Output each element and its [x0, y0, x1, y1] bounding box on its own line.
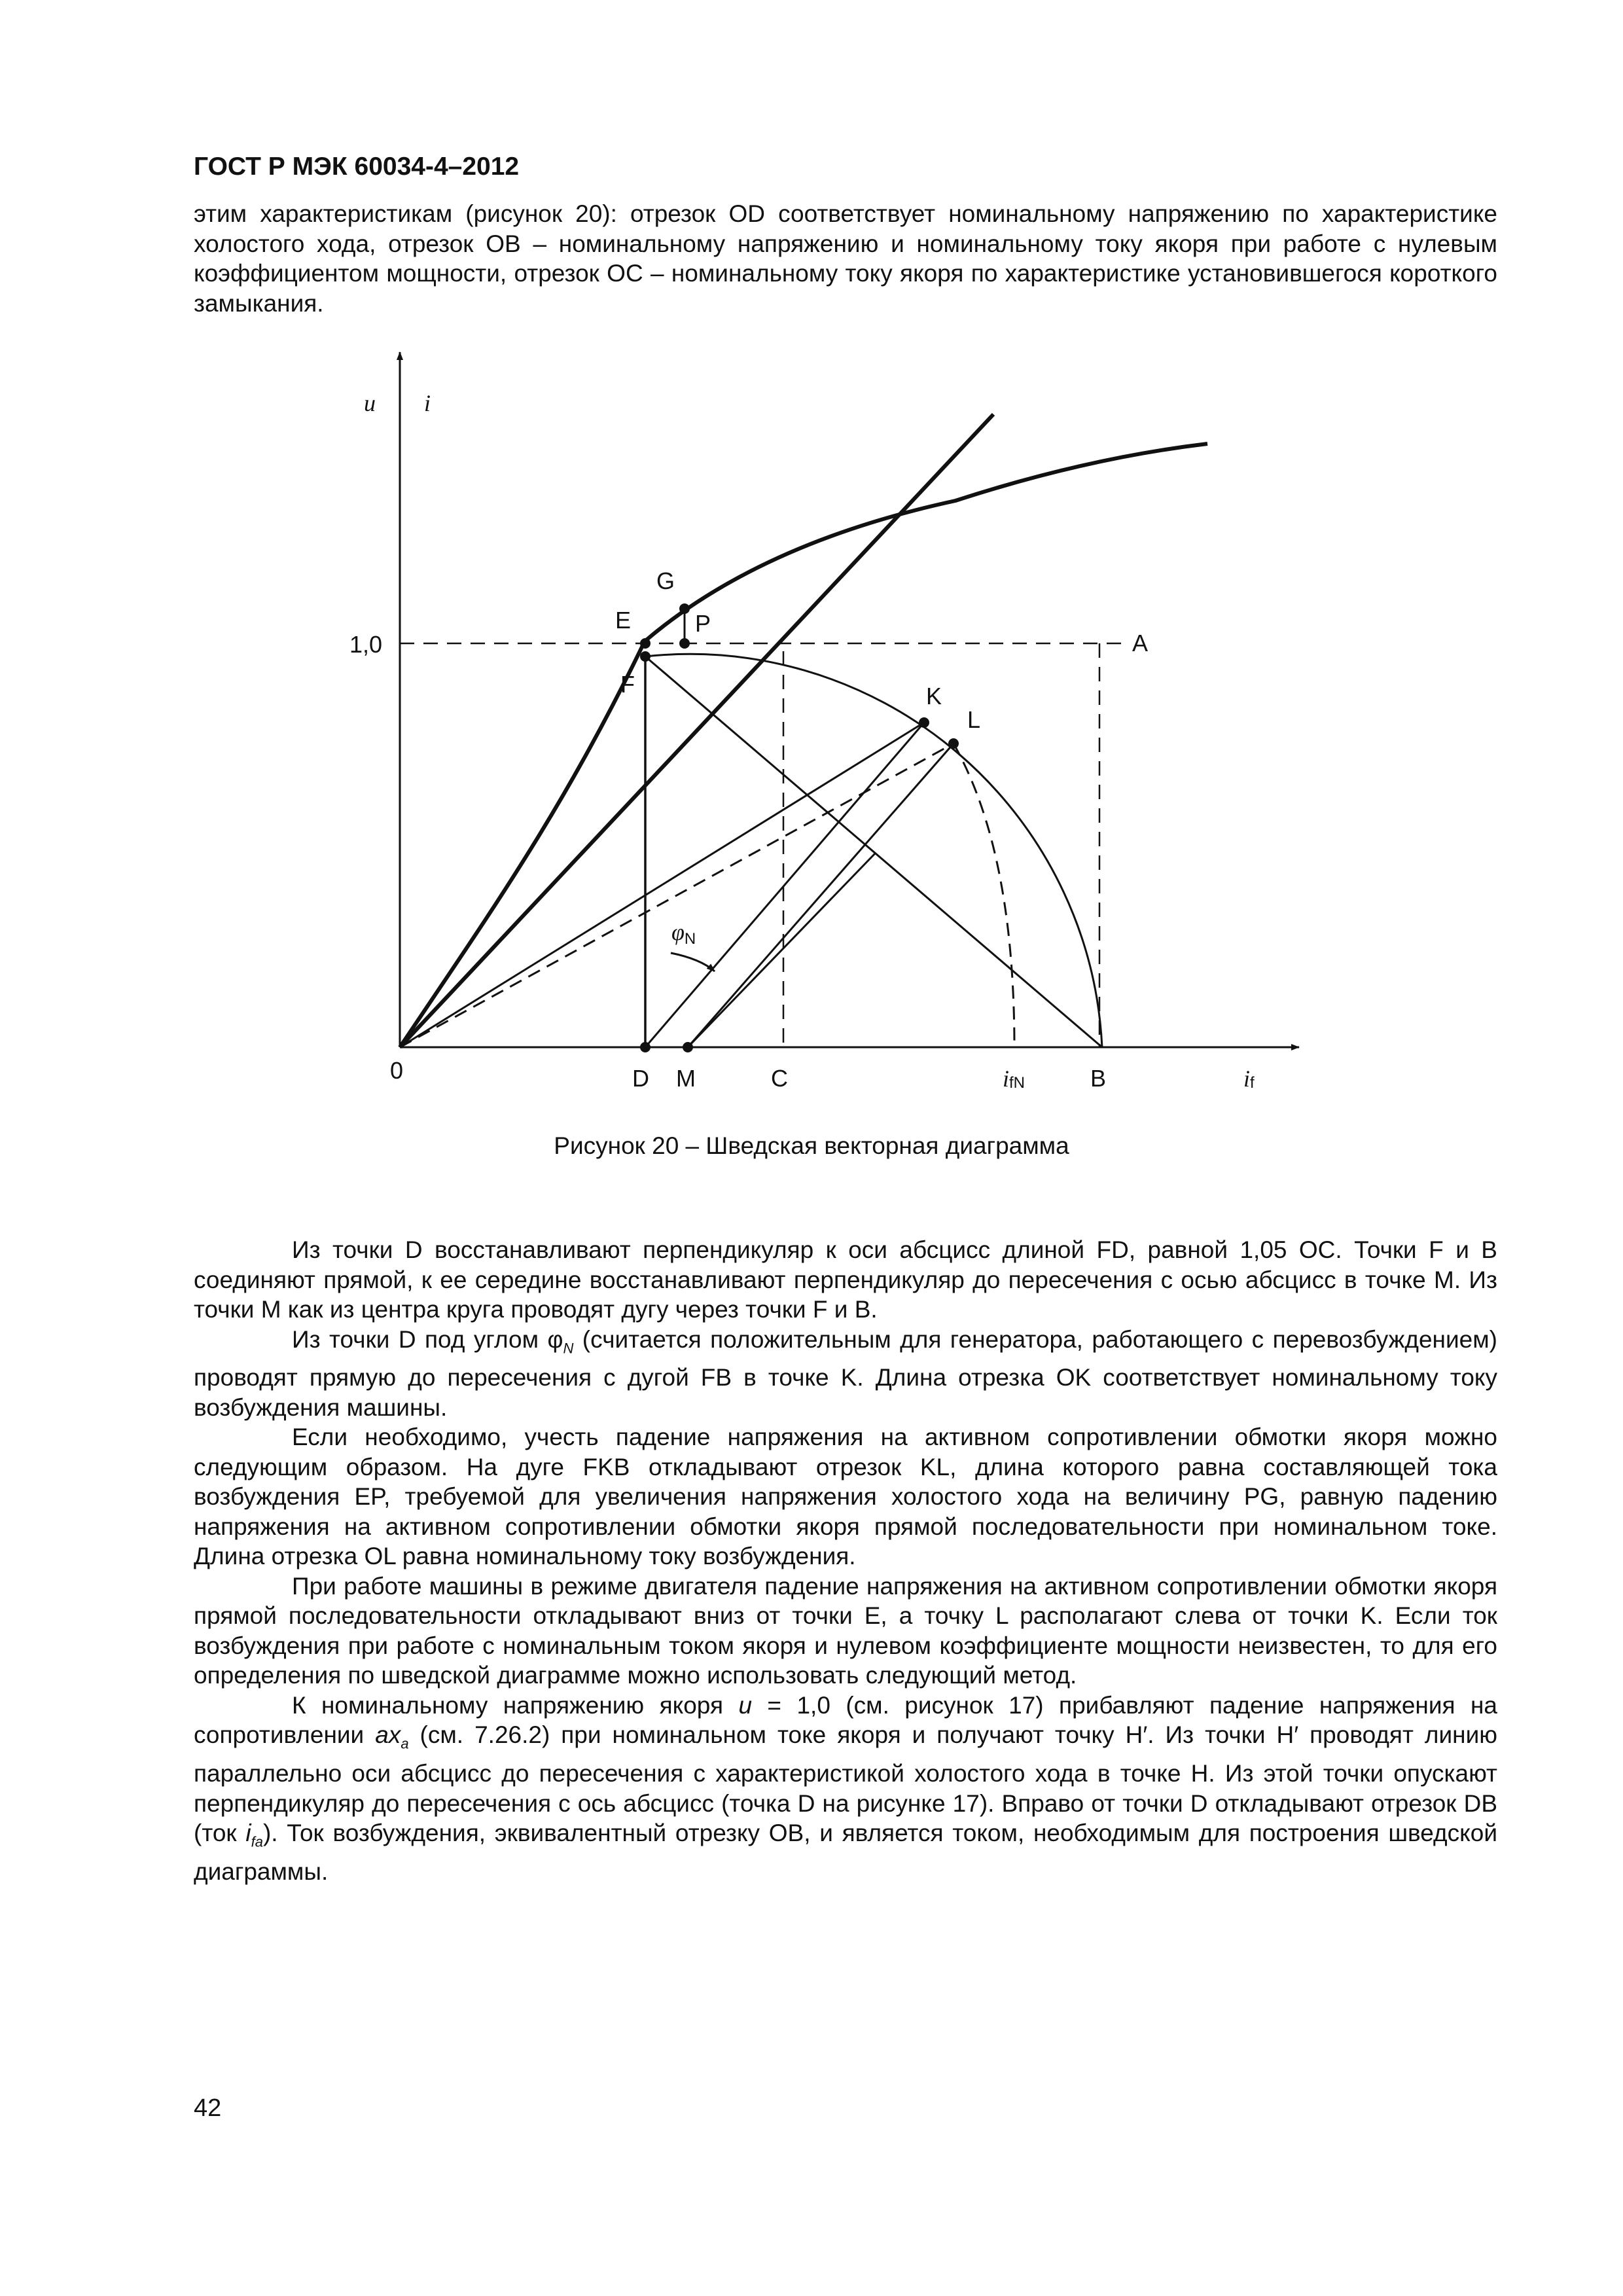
label-F: F	[620, 671, 635, 698]
label-P: P	[695, 610, 711, 637]
point-K	[919, 717, 929, 728]
segment-OL	[400, 744, 954, 1047]
segment-DK	[645, 723, 924, 1047]
label-G: G	[656, 567, 675, 594]
point-E	[640, 638, 651, 649]
axis-if-label: if	[1243, 1066, 1255, 1092]
air-gap-line	[400, 414, 993, 1047]
point-G	[679, 603, 690, 614]
dashed-arc-L	[954, 744, 1014, 1047]
label-D: D	[632, 1065, 649, 1092]
label-K: K	[926, 683, 942, 709]
paragraph-5: К номинальному напряжению якоря u = 1,0 (см. рисунок 17) прибавляют падение напряжения на сопротивлении $ax_a$ (см. 7.26.2) при номинальном токе якоря и получают точку H′. Из точки H′ проводят линию параллельно оси абсцисс до пересечения с характеристикой холостого хода в точке H. Из этой точки опускают перпендикуляр до пересечения с ось абсцисс (точка D на рисунке 17). Вправо от точки D откладывают отрезок DB (ток $i_{fa}$). Ток возбуждения, эквивалентный отрезку OB, и является током, необходимым для построения шведской диаграммы.	[194, 1691, 1498, 1886]
label-A: A	[1132, 630, 1149, 656]
paragraph-3: Если необходимо, учесть падение напряжения на активном сопротивлении обмотки якоря можно следующим образом. На дуге FKB откладывают отрезок KL, длина которого равна составляющей тока возбуждения EP, требуемой для увеличения напряжения холостого хода на величину PG, равную падению напряжения на активном сопротивлении обмотки якоря прямой последовательности при номинальном токе. Длина отрезка OL равна номинальному току возбуждения.	[194, 1424, 1497, 1570]
point-L	[948, 738, 959, 749]
swedish-vector-diagram	[0, 0, 1623, 1126]
body-text	[194, 1235, 1497, 1887]
paragraph-2: Из точки D под углом $\varphi_N$ (считается положительным для генератора, работающего с перевозбуждением) проводят прямую до пересечения с дугой FB в точке K. Длина отрезка OK соответствует номинальному току возбуждения машины.	[194, 1325, 1497, 1421]
segment-ML	[688, 744, 954, 1047]
label-B: B	[1090, 1065, 1107, 1092]
paragraph-1: Из точки D восстанавливают перпендикуляр к оси абсцисс длиной FD, равной 1,05 OC. Точки F и B соединяют прямой, к ее середине восстанавливают перпендикуляр до пересечения с осью абсцисс в точке M. Из точки M как из центра круга проводят дугу через точки F и B.	[194, 1236, 1497, 1323]
point-F	[640, 651, 651, 662]
axis-u-label: u	[364, 390, 376, 416]
intro-paragraph: этим характеристикам (рисунок 20): отрезок OD соответствует номинальному напряжению по характеристике холостого хода, отрезок OB – номинальному напряжению и номинальному току якоря при работе с нулевым коэффициентом мощности, отрезок OC – номинальному току якоря по характеристике установившегося короткого замыкания.	[194, 200, 1497, 317]
label-C: C	[771, 1065, 788, 1092]
figure-caption: Рисунок 20 – Шведская векторная диаграмма	[554, 1132, 1069, 1159]
origin-label: 0	[390, 1057, 404, 1084]
page-number: 42	[194, 2094, 222, 2122]
phi-angle-arrow	[671, 953, 715, 971]
label-E: E	[615, 607, 632, 634]
axis-i-label: i	[424, 390, 431, 416]
point-D	[640, 1042, 651, 1052]
open-circuit-curve	[400, 444, 1207, 1047]
paragraph-4: При работе машины в режиме двигателя падение напряжения на активном сопротивлении обмотки якоря прямой последовательности откладывают вниз от точки E, а точку L располагают слева от точки K. Если ток возбуждения при работе с номинальным током якоря и нулевом коэффициенте мощности неизвестен, то для его определения по шведской диаграмме можно использовать следующий метод.	[194, 1572, 1497, 1689]
label-L: L	[967, 706, 981, 733]
point-M	[683, 1042, 693, 1052]
tick-label-1-0: 1,0	[349, 631, 383, 658]
label-ifN: ifN	[1003, 1066, 1026, 1092]
phi-n-label: φN	[671, 919, 696, 948]
point-P	[679, 638, 690, 649]
label-M: M	[676, 1065, 696, 1092]
bisector-from-M	[688, 853, 876, 1047]
document-header: ГОСТ Р МЭК 60034-4–2012	[194, 152, 520, 181]
